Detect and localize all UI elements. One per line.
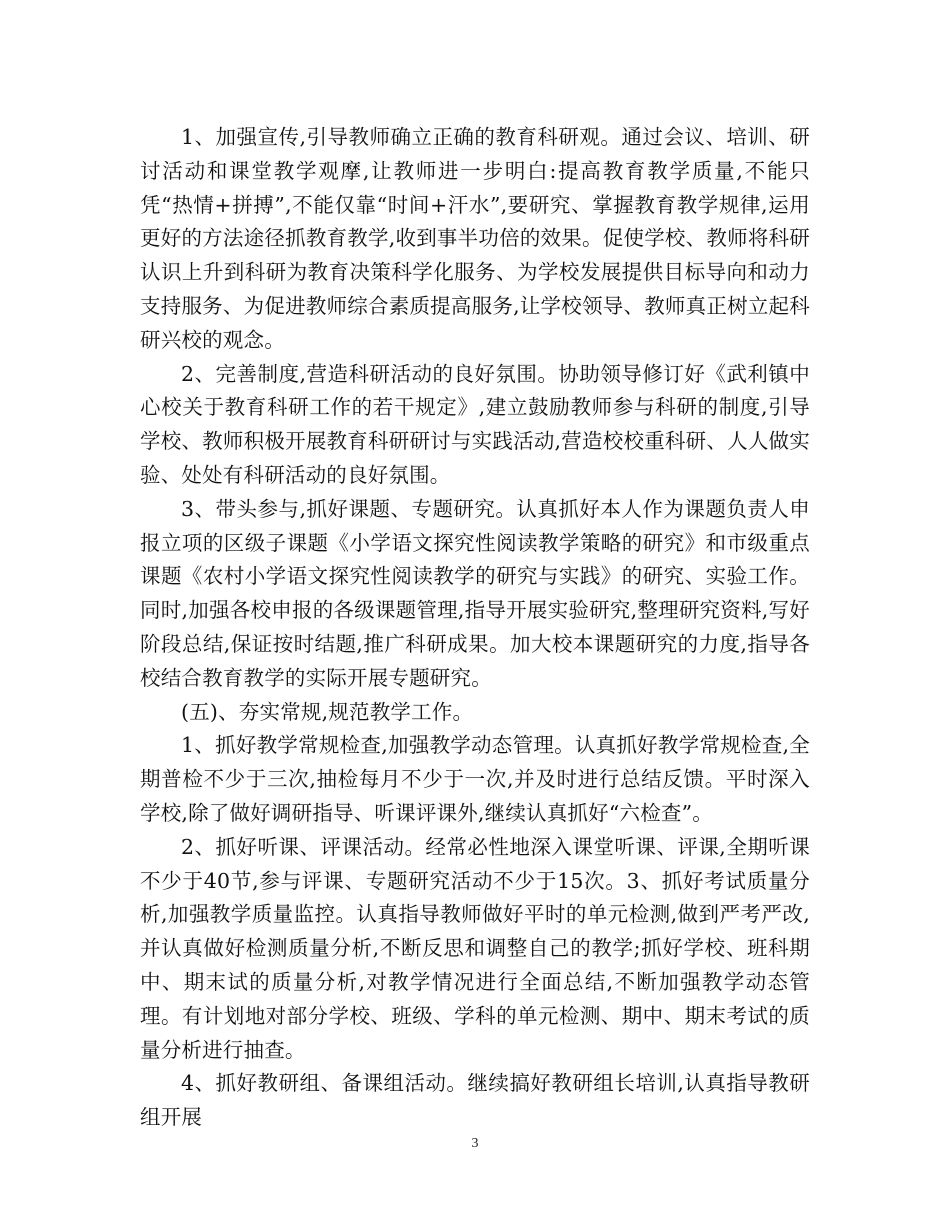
section-heading-routine: (五)、夯实常规,规范教学工作。 — [181, 699, 474, 724]
paragraph-system: 2、完善制度,营造科研活动的良好氛围。协助领导修订好《武利镇中心校关于教育科研工作的若干规定》,建立鼓励教师参与科研的制度,引导学校、教师积极开展教育科研研讨与实践活动,营造校校重科研、人人做实验、处处有科研活动的良好氛围。 — [140, 361, 810, 487]
paragraph-inspection: 1、抓好教学常规检查,加强教学动态管理。认真抓好教学常规检查,全期普检不少于三次,抽检每月不少于一次,并及时进行总结反馈。平时深入学校,除了做好调研指导、听课评课外,继续认真抓好“六检查”。 — [140, 733, 810, 825]
paragraph-publicity: 1、加强宣传,引导教师确立正确的教育科研观。通过会议、培训、研讨活动和课堂教学观摩,让教师进一步明白:提高教育教学质量,不能只凭“热情+拼搏”,不能仅靠“时间+汗水”,要研究、掌握教育教学规律,运用更好的方法途径抓教育教学,收到事半功倍的效果。促使学校、教师将科研认识上升到科研为教育决策科学化服务、为学校发展提供目标导向和动力支持服务、为促进教师综合素质提高服务,让学校领导、教师真正树立起科研兴校的观念。 — [140, 125, 810, 352]
paragraph-lectures: 2、抓好听课、评课活动。经常必性地深入课堂听课、评课,全期听课不少于40节,参与评课、专题研究活动不少于15次。3、抓好考试质量分析,加强教学质量监控。认真指导教师做好平时的单元检测,做到严考严改,并认真做好检测质量分析,不断反思和调整自己的教学;抓好学校、班科期中、期末试的质量分析,对教学情况进行全面总结,不断加强教学动态管理。有计划地对部分学校、班级、学科的单元检测、期中、期末考试的质量分析进行抽查。 — [140, 834, 810, 1062]
page-number: 3 — [471, 1136, 479, 1151]
paragraph-research: 3、带头参与,抓好课题、专题研究。认真抓好本人作为课题负责人申报立项的区级子课题《小学语文探究性阅读教学策略的研究》和市级重点课题《农村小学语文探究性阅读教学的研究与实践》的研究、实验工作。同时,加强各校申报的各级课题管理,指导开展实验研究,整理研究资料,写好阶段总结,保证按时结题,推广科研成果。加大校本课题研究的力度,指导各校结合教育教学的实际开展专题研究。 — [140, 496, 810, 690]
body-text — [140, 121, 810, 1135]
paragraph-teaching-groups: 4、抓好教研组、备课组活动。继续搞好教研组长培训,认真指导教研组开展 — [140, 1071, 810, 1130]
